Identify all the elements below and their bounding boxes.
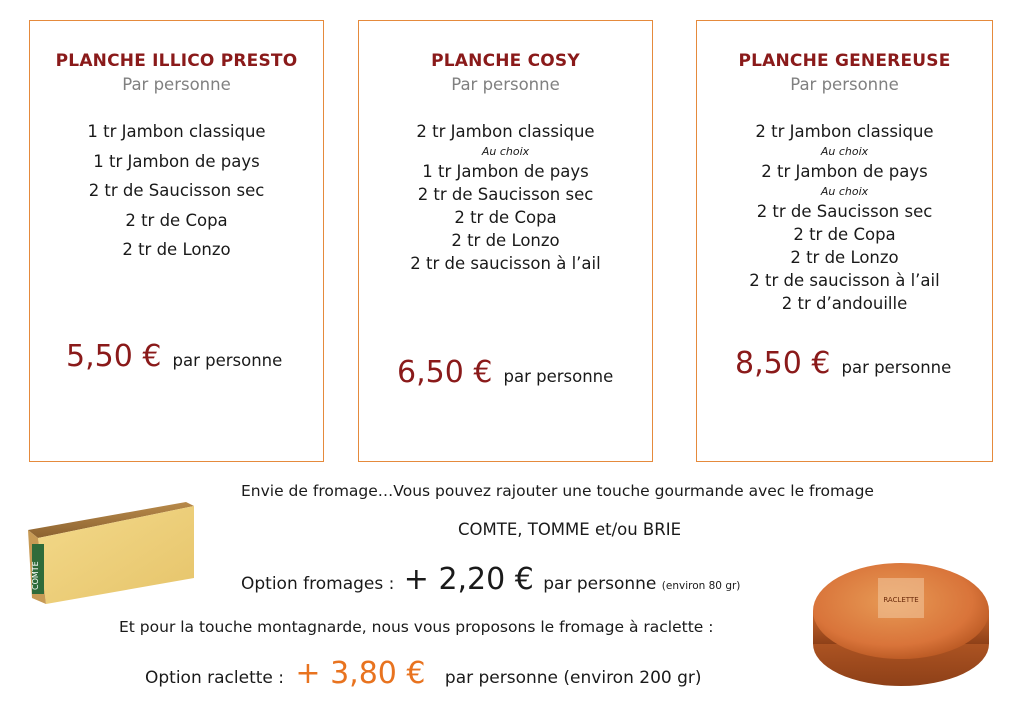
card-items <box>697 120 992 315</box>
list-item: 1 tr Jambon classique <box>87 122 266 141</box>
raclette-cheese-image <box>808 556 994 691</box>
list-item: 1 tr Jambon de pays <box>93 151 260 171</box>
raclette-option-suffix: par personne (environ 200 gr) <box>444 668 702 688</box>
price-suffix: par personne <box>841 358 952 377</box>
price-suffix: par personne <box>172 351 283 370</box>
card-title: PLANCHE ILLICO PRESTO <box>55 51 298 71</box>
card-subtitle: Par personne <box>451 75 560 94</box>
cheese-option-note: (environ 80 gr) <box>661 580 741 592</box>
price: 6,50 € <box>397 355 493 390</box>
card-title: PLANCHE GENEREUSE <box>738 51 951 71</box>
comte-label: COMTE <box>31 561 40 590</box>
list-item: 2 tr de saucisson à l’ail <box>749 271 940 290</box>
choice-note: Au choix <box>481 145 530 158</box>
choice-note: Au choix <box>820 145 869 158</box>
price-suffix: par personne <box>503 367 614 386</box>
price: 8,50 € <box>735 346 831 381</box>
raclette-label: RACLETTE <box>883 596 919 604</box>
cheese-intro: Envie de fromage…Vous pouvez rajouter une touche gourmande avec le fromage <box>241 482 874 500</box>
list-item: 2 tr de Saucisson sec <box>756 202 933 221</box>
planche-illico-presto-card <box>29 20 324 462</box>
planche-genereuse-card <box>696 20 993 462</box>
list-item: 2 tr de Lonzo <box>790 248 899 267</box>
card-subtitle: Par personne <box>790 75 899 94</box>
list-item: 2 tr de Saucisson sec <box>88 181 265 200</box>
card-items <box>30 117 323 265</box>
card-items <box>359 120 652 275</box>
cheese-option <box>241 562 740 597</box>
list-item: 2 tr Jambon classique <box>755 122 934 141</box>
cheese-types: COMTE, TOMME et/ou BRIE <box>458 520 681 539</box>
cheese-option-label: Option fromages : <box>241 574 395 594</box>
list-item: 2 tr Jambon de pays <box>761 162 928 181</box>
planche-cosy-card <box>358 20 653 462</box>
price-row <box>66 339 323 374</box>
raclette-intro: Et pour la touche montagnarde, nous vous proposons le fromage à raclette : <box>119 618 714 636</box>
raclette-option-label: Option raclette : <box>145 668 284 688</box>
list-item: 2 tr de Saucisson sec <box>417 185 594 204</box>
price-row <box>397 355 652 390</box>
list-item: 2 tr de Lonzo <box>122 240 231 259</box>
raclette-option-price: + 3,80 € <box>295 656 426 691</box>
card-subtitle: Par personne <box>122 75 231 94</box>
choice-note: Au choix <box>820 185 869 198</box>
comte-cheese-image <box>26 500 196 605</box>
list-item: 1 tr Jambon de pays <box>422 162 589 181</box>
raclette-option <box>145 656 702 691</box>
list-item: 2 tr de Copa <box>454 208 557 227</box>
list-item: 2 tr de Copa <box>125 210 228 230</box>
list-item: 2 tr de saucisson à l’ail <box>410 254 601 273</box>
list-item: 2 tr de Lonzo <box>451 231 560 250</box>
cheese-option-price: + 2,20 € <box>403 562 534 597</box>
price-row <box>735 346 992 381</box>
cheese-option-suffix: par personne <box>543 574 657 594</box>
card-title: PLANCHE COSY <box>431 51 580 71</box>
list-item: 2 tr de Copa <box>793 225 896 244</box>
price: 5,50 € <box>66 339 162 374</box>
list-item: 2 tr d’andouille <box>781 294 908 313</box>
list-item: 2 tr Jambon classique <box>416 122 595 141</box>
